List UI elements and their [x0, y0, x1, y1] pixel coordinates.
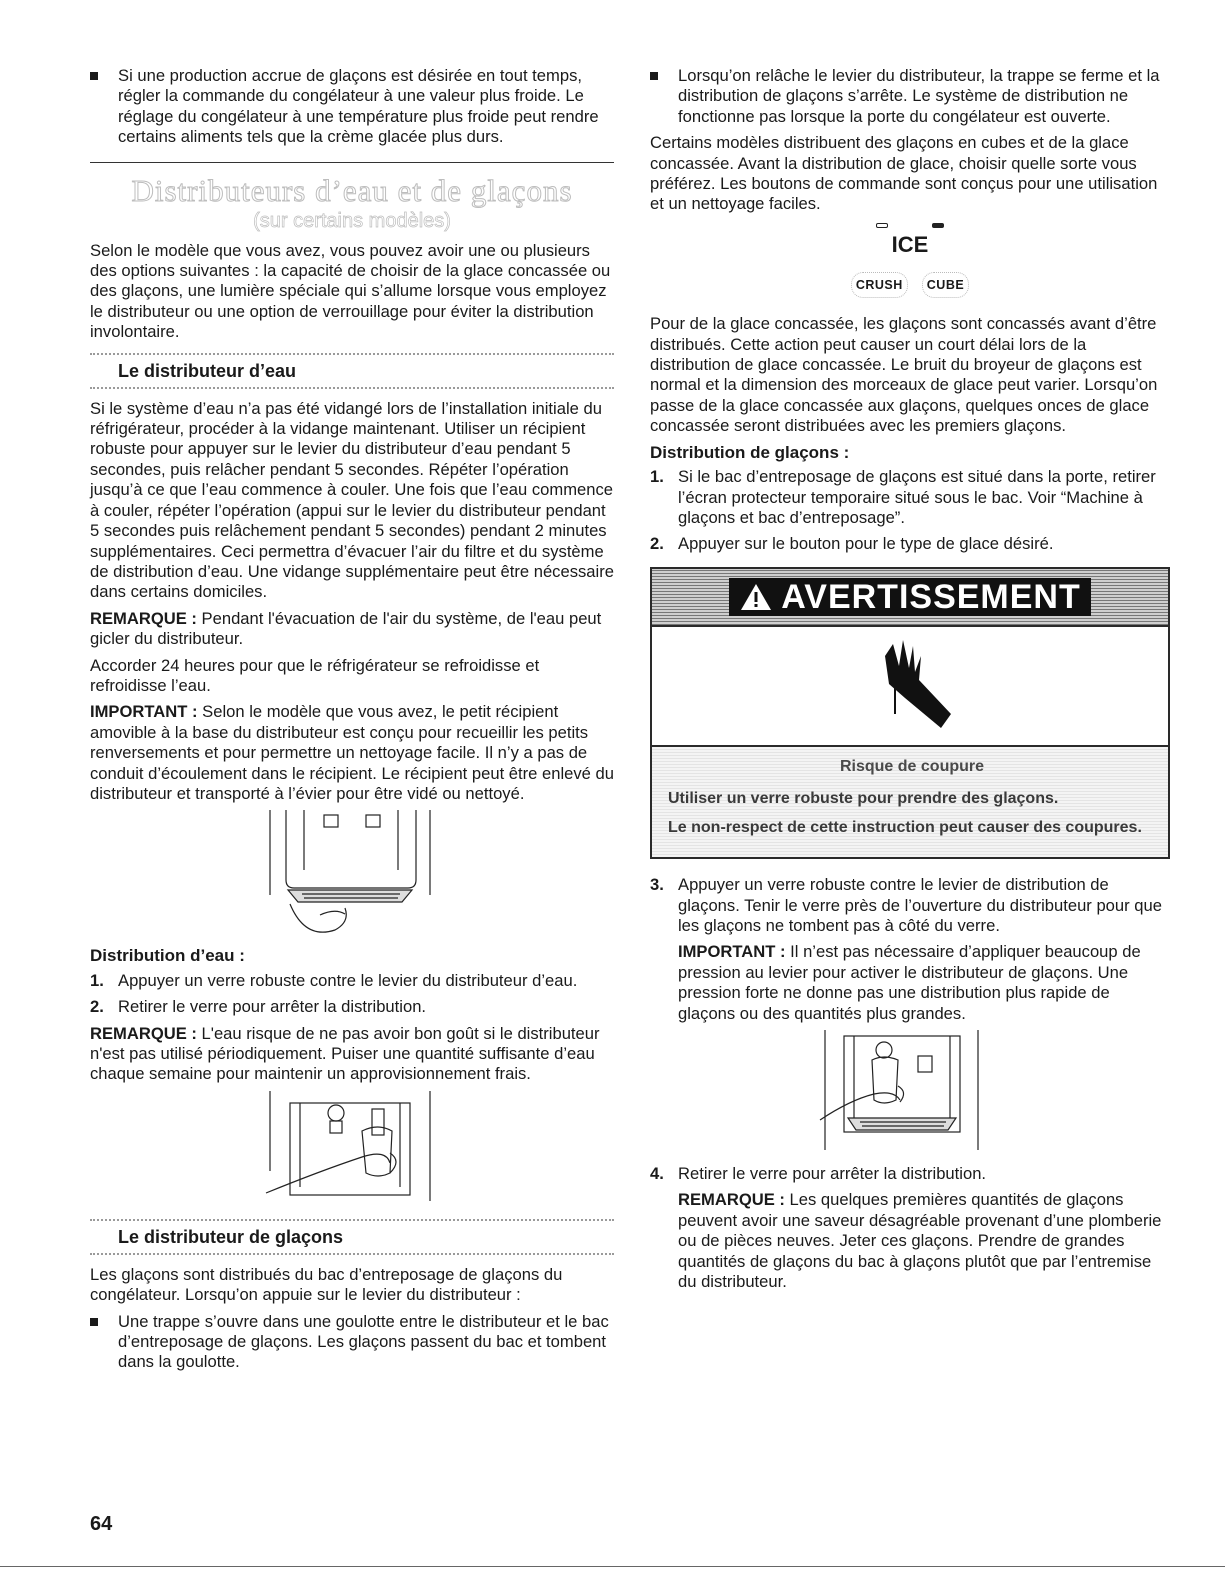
cube-indicator-icon — [932, 223, 944, 228]
warning-title-bar — [729, 578, 1091, 616]
ice-glass-illustration — [650, 1030, 1170, 1158]
warning-header — [652, 569, 1168, 627]
warning-box — [650, 567, 1170, 859]
important-text: Il n’est pas nécessaire d’appliquer beaucoup de pression au levier pour activer le distributeur de glaçons. Une pression forte ne donne pas une distribution plus rapide de glaçons ou des quantités plus grandes. — [678, 942, 1141, 1023]
water-paragraph-2: Accorder 24 heures pour que le réfrigérateur se refroidisse et refroidisse l’eau. — [90, 655, 540, 695]
water-step-1: 1. Appuyer un verre robuste contre le levier du distributeur d’eau. — [90, 970, 578, 990]
water-glass-illustration — [90, 1091, 614, 1209]
ice-paragraph-2: Pour de la glace concassée, les glaçons sont concassés avant d’être distribués. Cette action peut causer un court délai lors de la distribution de glace concassée. Le bruit du broyeur de glaçons est normal et la dimension des morceaux de glace peut varier. Lorsqu’on passe de la glace concassée aux glaçons, quelques onces de glace concassée seront distribuées avec les premiers glaçons. — [650, 314, 1158, 436]
water-note-1 — [90, 609, 614, 650]
crush-button[interactable]: CRUSH — [851, 272, 908, 298]
important-text: Selon le modèle que vous avez, le petit récipient amovible à la base du distributeur est conçu pour recueillir les petits renversements et pour permettre un nettoyage facile. Il n’y a pas de conduit d’écoulement dans le récipient. Le récipient peut être enlevé du distributeur et transporté à l’évier pour être vidé ou nettoyé. — [90, 702, 614, 803]
note-label: REMARQUE : — [678, 1190, 785, 1210]
section-divider — [90, 162, 614, 163]
ice-bullet-2: Lorsqu’on relâche le levier du distributeur, la trappe se ferme et la distribution de glaçons s’arrête. Le système de distribution ne fonctionne pas lorsque la porte du congélateur est ouverte. — [650, 66, 1170, 127]
important-label: IMPORTANT : — [90, 702, 198, 722]
ice-control-panel — [650, 223, 1170, 298]
drip-tray-drawing — [90, 810, 614, 940]
ice-intro: Les glaçons sont distribués du bac d’entreposage de glaçons du congélateur. Lorsqu’on appuie sur le levier du distributeur : — [90, 1264, 563, 1305]
warning-icon-area — [652, 627, 1168, 747]
warning-triangle-icon — [739, 582, 773, 612]
water-distribution-heading: Distribution d’eau : — [90, 946, 245, 966]
note-label: REMARQUE : — [90, 1023, 197, 1043]
water-glass-drawing — [90, 1091, 614, 1209]
ice-step-2: 2. Appuyer sur le bouton pour le type de glace désiré. — [650, 534, 1054, 554]
ice-step-4: 4. Retirer le verre pour arrêter la distribution. — [650, 1163, 987, 1183]
dotted-rule — [90, 1253, 614, 1255]
left-column — [90, 66, 614, 1379]
ice-buttons — [650, 272, 1170, 298]
cube-button[interactable]: CUBE — [922, 272, 969, 298]
drip-tray-illustration — [90, 810, 614, 940]
section-title: Distributeurs d’eau et de glaçons — [131, 172, 573, 208]
right-column — [650, 66, 1170, 1298]
important-label: IMPORTANT : — [678, 942, 786, 962]
ice-important — [650, 942, 1170, 1024]
warning-instruction: Utiliser un verre robuste pour prendre des glaçons. — [668, 790, 1059, 808]
water-heading-block — [90, 353, 614, 389]
ice-label: ICE — [891, 231, 929, 257]
warning-risk: Risque de coupure — [839, 757, 985, 775]
warning-body — [652, 747, 1168, 857]
water-dispenser-heading: Le distributeur d’eau — [118, 360, 297, 381]
warning-title: AVERTISSEMENT — [781, 577, 1081, 616]
section-subtitle: (sur certains modèles) — [253, 209, 451, 232]
ice-glass-drawing — [650, 1030, 1170, 1158]
note-text: L'eau risque de ne pas avoir bon goût si le distributeur n'est pas utilisé périodiquement. Puiser une quantité suffisante d’eau chaque semaine pour maintenir un approvisionnement frais. — [90, 1023, 600, 1084]
ice-heading-block — [90, 1219, 614, 1255]
note-text: Les quelques premières quantités de glaçons peuvent avoir une saveur désagréable provenant d’une plomberie ou de pièces neuves. Jeter ces glaçons. Prendre de grandes quantités de glaçons du bac à glaçons plutôt que par l’entremise du distributeur. — [678, 1190, 1162, 1291]
page-number: 64 — [90, 1513, 113, 1535]
water-note-2 — [90, 1024, 614, 1085]
ice-step-1: 1. Si le bac d’entreposage de glaçons est situé dans la porte, retirer l’écran protecteur temporaire situé sous le bac. Voir “Machine à glaçons et bac d’entreposage”. — [650, 467, 1156, 527]
cut-hand-icon — [855, 636, 965, 736]
water-important — [90, 702, 614, 804]
section-intro: Selon le modèle que vous avez, vous pouvez avoir une ou plusieurs des options suivantes : la capacité de choisir de la glace concassée ou des glaçons, une lumière spéciale qui s’allume lorsque vous employez le distributeur ou une option de verrouillage pour éviter la distribution involontaire. — [90, 240, 611, 342]
crush-indicator-icon — [876, 223, 888, 228]
ice-step-3: 3. Appuyer un verre robuste contre le levier de distribution de glaçons. Tenir le verre près de l’ouverture du distributeur pour que les glaçons ne tombent pas à côté du verre. — [650, 875, 1162, 935]
warning-consequence: Le non-respect de cette instruction peut causer des coupures. — [668, 819, 1142, 837]
ice-indicators — [650, 223, 1170, 228]
ice-dispenser-heading: Le distributeur de glaçons — [118, 1226, 344, 1247]
water-step-2: 2. Retirer le verre pour arrêter la distribution. — [90, 997, 427, 1017]
bottom-divider — [0, 1566, 1225, 1567]
ice-paragraph-1: Certains modèles distribuent des glaçons en cubes et de la glace concassée. Avant la distribution de glace, choisir quelle sorte vous préférez. Les boutons de commande sont conçus pour une utilisation et un nettoyage faciles. — [650, 133, 1158, 214]
ice-bullet-1: Une trappe s’ouvre dans une goulotte entre le distributeur et le bac d’entreposage de glaçons. Les glaçons passent du bac et tombent dans la goulotte. — [90, 1312, 614, 1373]
intro-bullet: Si une production accrue de glaçons est désirée en tout temps, régler la commande du congélateur à une valeur plus froide. Le réglage du congélateur à une température plus froide peut rendre certains aliments tels que la crème glacée plus durs. — [90, 66, 614, 148]
ice-note — [650, 1190, 1170, 1292]
ice-distribution-heading: Distribution de glaçons : — [650, 442, 850, 462]
water-paragraph-1: Si le système d’eau n’a pas été vidangé lors de l’installation initiale du réfrigérateur, procéder à la vidange maintenant. Utiliser un récipient robuste pour appuyer sur le levier du distributeur d’eau pendant 5 secondes, puis relâcher pendant 5 secondes. Répéter l’opération jusqu’à ce que l’eau commence à couler. Une fois que l’eau commence à couler, répéter l’opération (appui sur le levier du distributeur pendant 5 secondes puis relâchement pendant 5 secondes) pendant 2 minutes supplémentaires. Ceci permettra d’évacuer l’air du filtre et du système de distribution d’eau. Une vidange supplémentaire peut être nécessaire dans certains domiciles. — [90, 398, 614, 602]
note-label: REMARQUE : — [90, 608, 197, 628]
note-text: Pendant l'évacuation de l'air du système, de l'eau peut gicler du distributeur. — [90, 608, 602, 649]
dotted-rule — [90, 387, 614, 389]
